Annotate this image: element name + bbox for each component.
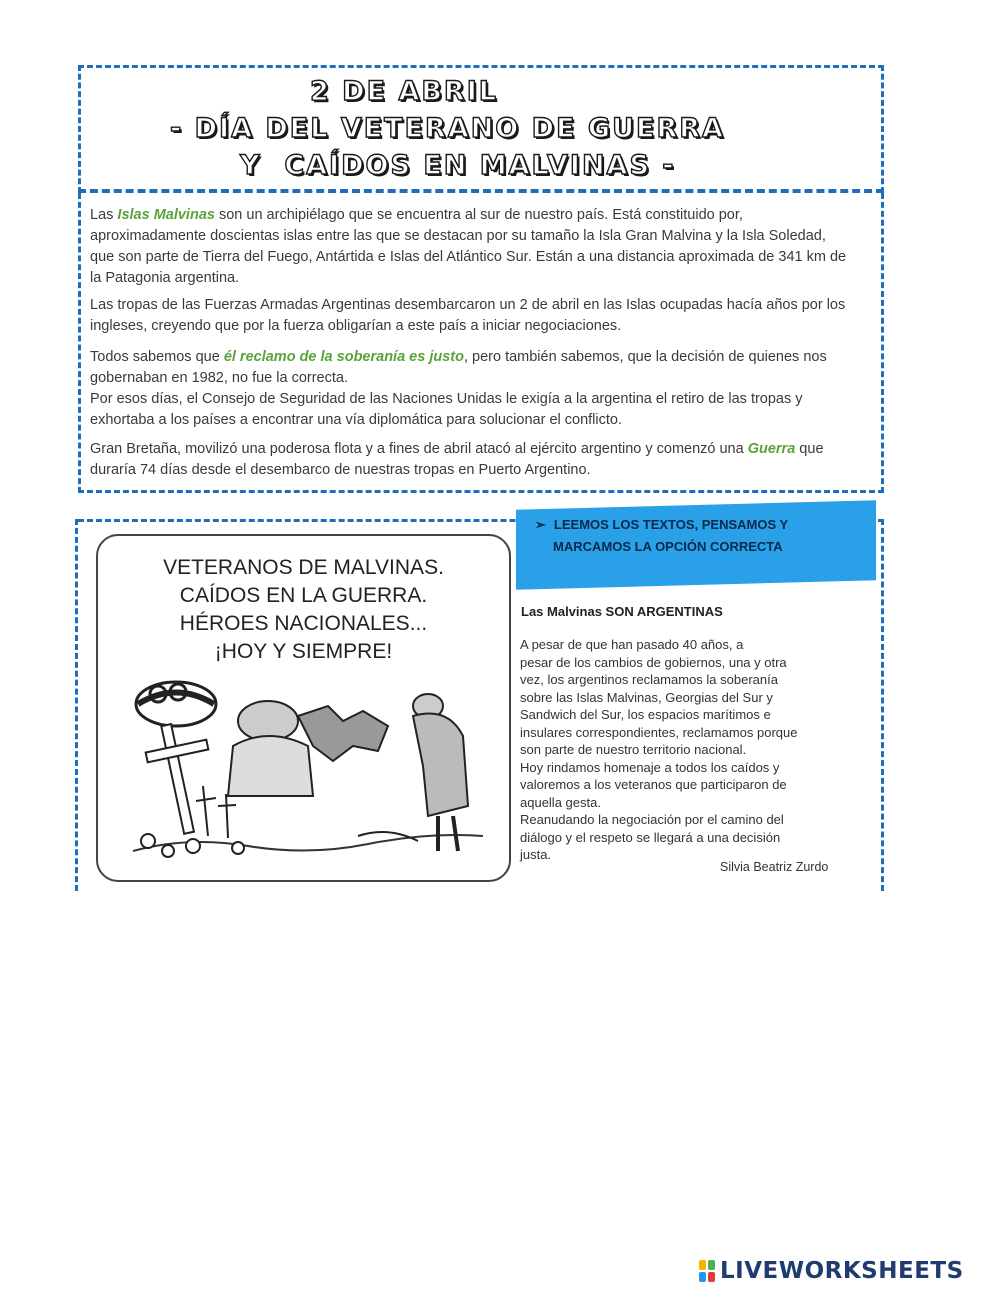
frame-border-bottom bbox=[78, 490, 884, 493]
poster-line-3: HÉROES NACIONALES... bbox=[179, 612, 428, 635]
article-line: Sandwich del Sur, los espacios marítimos e bbox=[520, 707, 771, 722]
lower-frame-left bbox=[75, 519, 78, 891]
title-line-1: 2 DE ABRIL bbox=[310, 76, 498, 107]
article-line: vez, los argentinos reclamamos la soberanía bbox=[520, 672, 778, 687]
instruction-text bbox=[535, 514, 855, 558]
liveworksheets-logo[interactable] bbox=[698, 1256, 964, 1286]
title-line-2: - DÍA DEL VETERANO DE GUERRA bbox=[170, 113, 725, 144]
article-line: insulares correspondientes, reclamamos porque bbox=[520, 724, 798, 740]
logo-square bbox=[699, 1272, 706, 1282]
arrow-icon: ➢ bbox=[535, 517, 546, 532]
text-span: Todos sabemos que bbox=[90, 349, 224, 365]
text-span: que duraría 74 días desde el desembarco de nuestras tropas en Puerto Argentino. bbox=[90, 441, 824, 478]
article-signature: Silvia Beatriz Zurdo bbox=[720, 860, 829, 874]
lower-frame-right bbox=[881, 519, 884, 891]
article-line: A pesar de que han pasado 40 años, a bbox=[520, 637, 744, 652]
article-line: pesar de los cambios de gobiernos, una y otra bbox=[520, 654, 787, 670]
logo-square bbox=[699, 1260, 706, 1270]
article-line: valoremos a los veteranos que participaron de bbox=[520, 777, 787, 792]
article-line: son parte de nuestro territorio nacional. bbox=[520, 742, 747, 757]
highlight-islas-malvinas: Islas Malvinas bbox=[117, 207, 215, 223]
paragraph-landing: Las tropas de las Fuerzas Armadas Argentinas desembarcaron un 2 de abril en las Islas ocupadas hacía años por los ingleses, creyendo que por la fuerza obligarían a este país a iniciar negociaciones. bbox=[90, 297, 846, 334]
poster-card bbox=[96, 534, 511, 882]
poster-line-2: CAÍDOS EN LA GUERRA. bbox=[179, 584, 428, 607]
highlight-sovereignty: él reclamo de la soberanía es justo bbox=[223, 349, 464, 365]
article-line: justa. bbox=[520, 847, 552, 862]
text-span: Por esos días, el Consejo de Seguridad de las Naciones Unidas le exigía a la argentina el retiro de las tropas y exhortaba a los países a encontrar una vía diplomática para solucionar el conflicto. bbox=[90, 391, 803, 428]
logo-square bbox=[708, 1272, 715, 1282]
logo-icon bbox=[698, 1259, 716, 1283]
article-line: Hoy rindamos homenaje a todos los caídos y bbox=[520, 759, 780, 775]
article-body bbox=[520, 636, 840, 864]
text-span: , pero también sabemos, que la decisión de quienes nos gobernaban en 1982, no fue la correcta. bbox=[90, 349, 827, 386]
text-span: son un archipiélago que se encuentra al sur de nuestro país. Está constituido por, aproximadamente doscientas islas entre las que se destacan por su tamaño la Isla Gran Malvina y la Isla Soledad, que son parte de Tierra del Fuego, Antártida e Islas del Atlántico Sur. Están a una distancia aproximada de 341 km de la Patagonia argentina. bbox=[90, 207, 847, 286]
article-line: Reanudando la negociación por el camino del bbox=[520, 812, 784, 827]
frame-border-right bbox=[881, 193, 887, 493]
instruction-line-1: LEEMOS LOS TEXTOS, PENSAMOS Y bbox=[553, 517, 789, 532]
text-span: Las bbox=[90, 207, 118, 223]
article-title: Las Malvinas SON ARGENTINAS bbox=[521, 604, 723, 619]
paragraph-islands bbox=[90, 205, 850, 289]
article-line: sobre las Islas Malvinas, Georgias del Sur y bbox=[520, 689, 773, 705]
article-line: aquella gesta. bbox=[520, 794, 601, 810]
paragraph-sovereignty bbox=[90, 347, 850, 431]
poster-text bbox=[98, 554, 509, 666]
instruction-line-2: MARCAMOS LA OPCIÓN CORRECTA bbox=[553, 539, 783, 554]
highlight-guerra: Guerra bbox=[747, 441, 796, 457]
frame-border-left bbox=[78, 193, 84, 493]
page-title bbox=[110, 73, 810, 184]
text-span: Gran Bretaña, movilizó una poderosa flota y a fines de abril atacó al ejército argentino y comenzó una bbox=[90, 441, 748, 457]
logo-square bbox=[708, 1260, 715, 1270]
poster-line-1: VETERANOS DE MALVINAS. bbox=[163, 556, 444, 579]
paragraph-war bbox=[90, 439, 850, 481]
veterans-illustration bbox=[128, 676, 488, 876]
poster-line-4: ¡HOY Y SIEMPRE! bbox=[214, 640, 393, 663]
logo-text: LIVEWORKSHEETS bbox=[720, 1258, 964, 1284]
title-line-3: Y CAÍDOS EN MALVINAS - bbox=[240, 150, 676, 181]
article-line: diálogo y el respeto se llegará a una decisión bbox=[520, 829, 781, 845]
